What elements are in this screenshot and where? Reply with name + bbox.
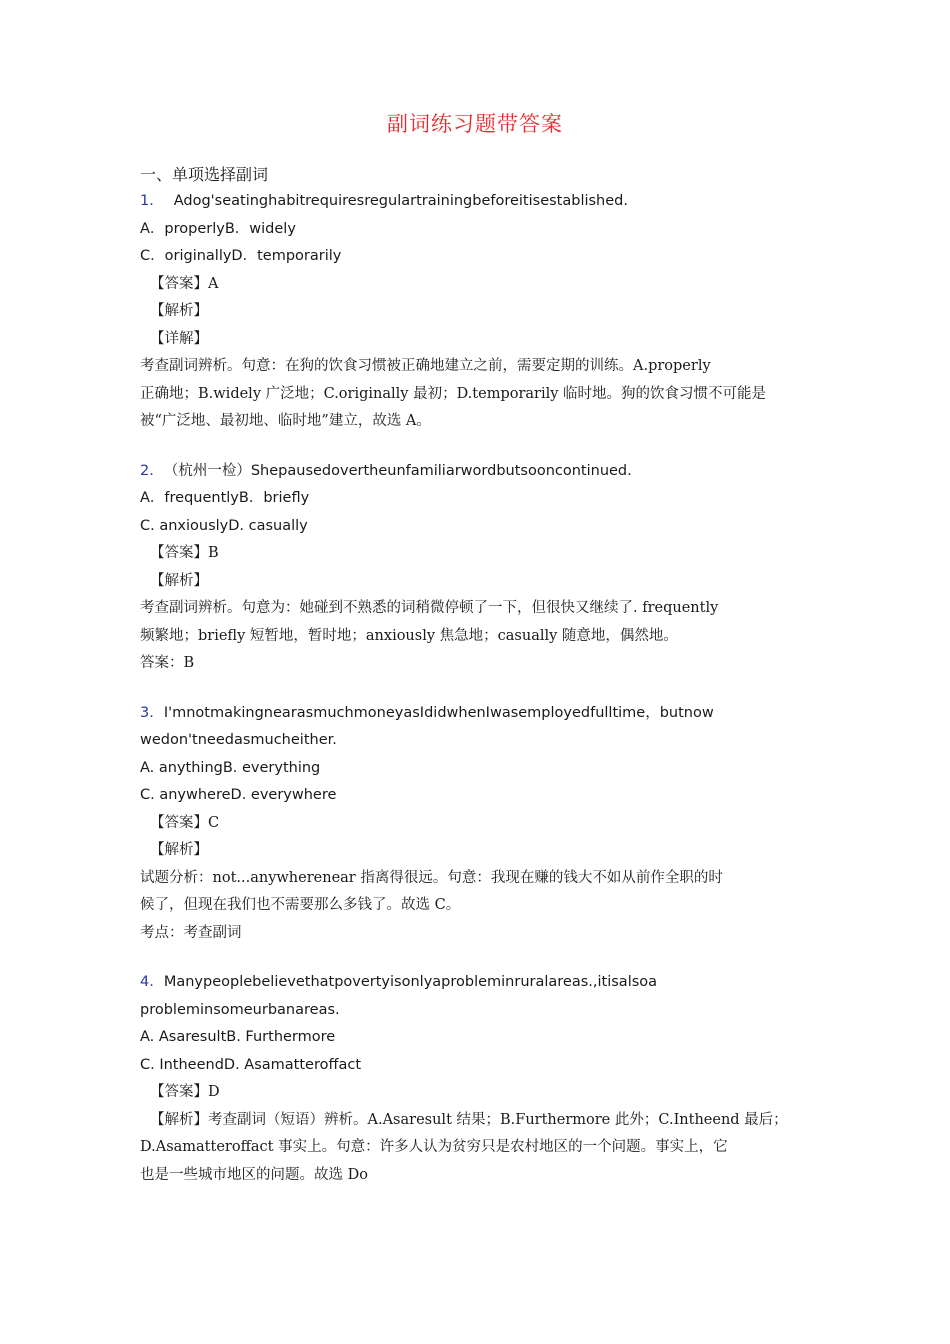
options-line: A．properlyB．widely <box>140 220 296 237</box>
question-1 <box>140 188 820 436</box>
question-text: Manypeoplebelievethatpovertyisonlyaprobleminruralareas.,itisalsoa <box>163 974 658 990</box>
explanation-line: 正确地；B.widely 广泛地；C.originally 最初；D.temporarily 临时地。狗的饮食习惯不可能是 <box>140 385 767 402</box>
explanation-line: 【解析】考查副词（短语）辨析。A.Asaresult 结果；B.Furthermore 此外；C.Intheend 最后； <box>150 1111 788 1128</box>
question-text-continued: wedon'tneedasmucheither. <box>140 732 337 748</box>
document-title: 副词练习题带答案 <box>387 112 563 136</box>
question-stem <box>140 458 820 486</box>
options-line: C. anywhereD. everywhere <box>140 787 337 803</box>
analysis-label: 【解析】 <box>150 842 208 858</box>
question-stem <box>140 700 820 728</box>
question-list <box>140 188 820 1211</box>
options-line: A．frequentlyB．briefly <box>140 490 310 506</box>
explanation-line: D.Asamatteroffact 事实上。句意：许多人认为贫穷只是农村地区的一个问题。事实上，它 <box>140 1139 728 1155</box>
options-line: A. AsaresultB. Furthermore <box>140 1029 336 1045</box>
question-text: I'mnotmakingnearasmuchmoneyasIdidwhenIwasemployedfulltime，butnow <box>163 704 714 721</box>
question-3 <box>140 700 820 948</box>
question-stem <box>140 188 820 216</box>
answer-label: 【答案】B <box>150 545 219 561</box>
explanation-line: 考查副词辨析。句意为：她碰到不熟悉的词稍微停顿了一下，但很快又继续了. frequently <box>140 600 719 616</box>
explanation-line: 被“广泛地、最初地、临时地”建立，故选 A。 <box>140 413 431 429</box>
question-text: Adog'seatinghabitrequiresregulartrainingbeforeitisestablished. <box>173 193 628 209</box>
answer-label: 【答案】D <box>150 1084 220 1100</box>
options-line: C．originallyD．temporarily <box>140 248 342 264</box>
question-number: 3. <box>140 704 154 721</box>
section-heading: 一、单项选择副词 <box>140 165 269 184</box>
explanation-line: 试题分析：not...anywherenear 指离得很远。句意：我现在赚的钱大不如从前作全职的时 <box>140 869 723 886</box>
analysis-label: 【解析】 <box>150 303 208 319</box>
question-number: 2. <box>140 462 154 479</box>
explanation-line: 考查副词辨析。句意：在狗的饮食习惯被正确地建立之前，需要定期的训练。A.properly <box>140 358 711 374</box>
question-text-continued: probleminsomeurbanareas. <box>140 1001 340 1018</box>
explanation-line: 答案：B <box>140 655 195 671</box>
options-line: C. anxiouslyD. casually <box>140 517 308 534</box>
explanation-line: 也是一些城市地区的问题。故选 Do <box>140 1166 368 1183</box>
analysis-label: 【解析】 <box>150 572 208 589</box>
explanation-line: 考点：考查副词 <box>140 924 242 941</box>
explanation-line: 频繁地；briefly 短暂地，暂时地；anxiously 焦急地；casually 随意地，偶然地。 <box>140 627 678 644</box>
options-line: C. IntheendD. Asamatteroffact <box>140 1056 362 1073</box>
question-4 <box>140 969 820 1189</box>
answer-label: 【答案】A <box>150 275 219 292</box>
question-number: 4. <box>140 974 154 990</box>
question-2 <box>140 458 820 678</box>
explanation-line: 候了，但现在我们也不需要那么多钱了。故选 C。 <box>140 897 461 913</box>
question-number: 1． <box>140 193 164 209</box>
options-line: A. anythingB. everything <box>140 759 321 776</box>
question-stem <box>140 969 820 997</box>
answer-label: 【答案】C <box>150 814 220 831</box>
detail-label: 【详解】 <box>150 330 208 347</box>
question-text: （杭州一检）Shepausedovertheunfamiliarwordbutsooncontinued. <box>163 462 632 479</box>
